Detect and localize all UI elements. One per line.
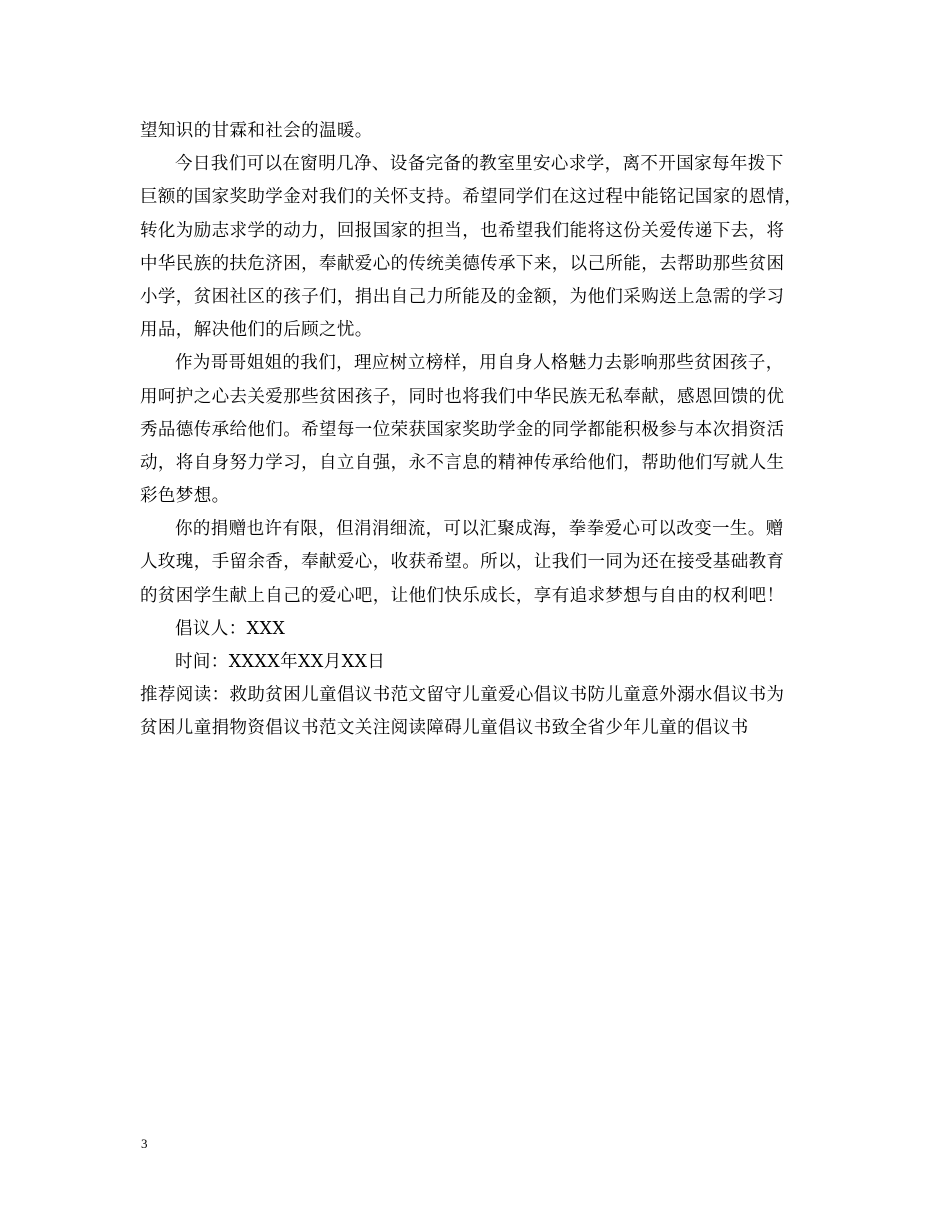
date-line: 时间：XXXX年XX月XX日 bbox=[175, 652, 386, 672]
paragraph-line: 动，将自身努力学习，自立自强，永不言息的精神传承给他们，帮助他们写就人生 bbox=[140, 452, 785, 473]
paragraph-line: 用品，解决他们的后顾之忧。 bbox=[140, 320, 373, 341]
initiator-line: 倡议人：XXX bbox=[175, 618, 286, 639]
paragraph-line: 的贫困学生献上自己的爱心吧，让他们快乐成长，享有追求梦想与自由的权利吧！ bbox=[140, 585, 785, 606]
paragraph-line: 今日我们可以在窗明几净、设备完备的教室里安心求学，离不开国家每年拨下 bbox=[175, 154, 784, 175]
paragraph-line: 作为哥哥姐姐的我们，理应树立榜样，用自身人格魅力去影响那些贫困孩子， bbox=[175, 353, 784, 374]
paragraph-line: 彩色梦想。 bbox=[140, 486, 230, 507]
paragraph-line: 望知识的甘霖和社会的温暖。 bbox=[140, 121, 373, 141]
paragraph-line: 中华民族的扶危济困，奉献爱心的传统美德传承下来，以己所能，去帮助那些贫困 bbox=[140, 253, 785, 274]
recommended-reading-line: 推荐阅读：救助贫困儿童倡议书范文留守儿童爱心倡议书防儿童意外溺水倡议书为 bbox=[140, 685, 785, 706]
paragraph-line: 用呵护之心去关爱那些贫困孩子，同时也将我们中华民族无私奉献，感恩回馈的优 bbox=[140, 386, 785, 407]
paragraph-line: 你的捐赠也许有限，但涓涓细流，可以汇聚成海，拳拳爱心可以改变一生。赠 bbox=[175, 519, 784, 540]
paragraph-line: 秀品德传承给他们。希望每一位荣获国家奖助学金的同学都能积极参与本次捐资活 bbox=[140, 419, 785, 440]
paragraph-line: 人玫瑰，手留余香，奉献爱心，收获希望。所以，让我们一同为还在接受基础教育 bbox=[140, 552, 785, 573]
paragraph-line: 小学，贫困社区的孩子们，捐出自己力所能及的金额，为他们采购送上急需的学习 bbox=[140, 286, 785, 307]
paragraph-line: 巨额的国家奖助学金对我们的关怀支持。希望同学们在这过程中能铭记国家的恩情， bbox=[140, 187, 803, 208]
paragraph-line: 转化为励志求学的动力，回报国家的担当，也希望我们能将这份关爱传递下去，将 bbox=[140, 220, 785, 241]
recommended-reading-line: 贫困儿童捐物资倡议书范文关注阅读障碍儿童倡议书致全省少年儿童的倡议书 bbox=[140, 718, 749, 739]
page-number: 3 bbox=[141, 1136, 148, 1151]
document-body bbox=[140, 116, 820, 747]
